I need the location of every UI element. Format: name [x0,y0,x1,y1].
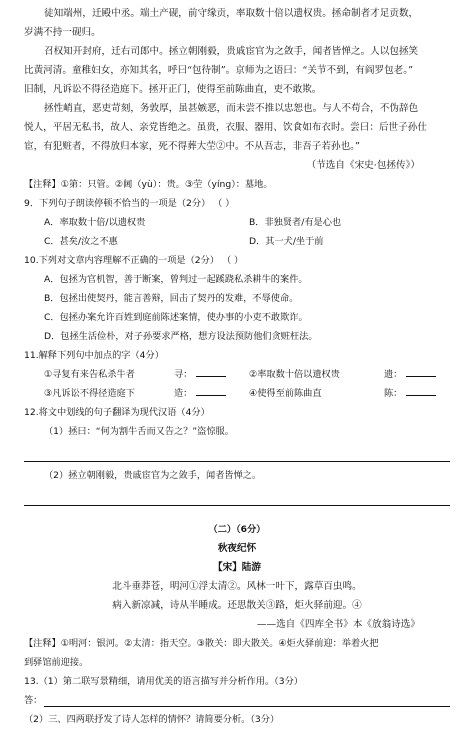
passage-para1-line1: 徒知端州，迁殿中丞。端土产砚，前守缘贡，率取数十倍以遗权贵。拯命制者才足贡数， [44,8,419,19]
passage-para1-line2: 岁满不持一砚归。 [24,27,101,38]
passage-para2-line2: 比黄河清。童稚妇女，亦知其名，呼曰“包待制”。京师为之语曰：“关节不到，有阎罗包老。” [24,65,413,76]
passage-para3-line2: 悦人，平居无私书，故人、亲党皆绝之。虽贵，衣服、器用、饮食如布衣时。尝曰：后世子孙仕 [24,122,427,133]
poem-title: 秋夜纪怀 [217,543,257,554]
poem-line-2: 病入新凉减，诗从半睡成。还思散关③路，炬火驿前迎。④ [112,600,362,611]
question-11-item4-word: 陈： [384,388,403,399]
passage-source: （节选自《宋史·包拯传》） [306,160,420,171]
question-11-row2 [24,384,450,403]
question-10-option-a[interactable]: A．包拯为官机智，善于断案，曾判过一起蹊跷私杀耕牛的案件。 [44,274,308,285]
answer-blank[interactable] [406,384,436,396]
question-12-part1: （1）拯曰：“何为割牛舌而又告之？”盗惊服。 [44,426,234,437]
answer-blank[interactable] [196,384,226,396]
question-9-options-row1 [24,213,450,232]
question-11-item1-word: 寻： [174,369,193,380]
passage-para2-line3: 旧制，凡诉讼不得径造庭下。拯开正门，使得至前陈曲直，吏不敢欺。 [24,84,322,95]
question-12-part2: （2）拯立朝刚毅，贵戚宦官为之敛手，闻者皆惮之。 [44,470,262,481]
question-9-options-row2 [24,232,450,251]
question-11-item3: ③凡诉讼不得径造庭下 [44,388,135,399]
question-9-option-c[interactable]: C．甚矣/汝之不惠 [44,236,118,247]
answer-line[interactable] [24,447,450,462]
poem-source: ——选自《四库全书》本《放翁诗选》 [256,619,420,630]
question-11-item1-answer [174,365,249,384]
question-10-option-c[interactable]: C．包拯办案允许百姓到庭前陈述案情，使办事的小吏不敢欺诈。 [44,312,308,323]
question-13-part1: 13.（1）第二联写景精细，请用优美的语言描写并分析作用。（3分） [24,676,303,687]
question-11-item1: ①寻复有来告私杀牛者 [44,369,135,380]
question-13-part2: （2）三、四两联抒发了诗人怎样的情怀？请简要分析。（3分） [24,714,280,725]
question-13-answer-row [24,691,450,710]
question-10-option-d[interactable]: D．包拯生活俭朴，对子孙要求严格，想方设法预防他们贪赃枉法。 [44,331,318,342]
poem-line-1: 北斗垂莽苍，明河①浮太清②。风林一叶下，露草百虫鸣。 [112,581,362,592]
poem-notes-line1: 【注释】①明河：银河。②太清：指天空。③散关：即大散关。④炬火驿前迎：举着火把 [24,638,379,649]
passage-para3-line3: 宦，有犯赃者，不得放归本家，死不得葬大茔②中。不从吾志，非吾子若孙也。” [24,141,360,152]
question-11-item2: ②率取数十倍以遗权贵 [249,369,340,380]
question-9-stem: 9．下列句子朗读停顿不恰当的一项是（2分） （ ） [24,198,235,209]
question-11-item2-word: 遗： [384,369,403,380]
question-11-row1 [24,365,450,384]
answer-line[interactable] [24,491,450,506]
question-11-item2-answer [384,365,436,384]
question-9-option-b[interactable]: B．非独贤者/有是心也 [249,217,342,228]
answer-label: 答： [24,695,43,706]
passage-para3-line1: 拯性峭直，恶吏苛刻，务敦厚，虽甚嫉恶，而未尝不推以忠恕也。与人不苟合，不伪辞色 [44,103,419,114]
passage-para2-line1: 召权知开封府，迁右司郎中。拯立朝刚毅，贵戚宦官为之敛手，闻者皆惮之。人以包拯笑 [44,46,419,57]
passage-notes: 【注释】①第：只管。②阃（yù）：贵。③茔（yíng）：墓地。 [24,179,273,190]
answer-line[interactable] [44,691,450,707]
question-10-stem: 10.下列对文章内容理解不正确的一项是（2分） （ ） [24,255,244,266]
answer-blank[interactable] [406,365,436,377]
section-2-heading: （二）（6分） [208,524,266,535]
question-11-stem: 11.解释下列句中加点的字（4分） [24,350,164,361]
poem-author: 【宋】陆游 [213,562,261,573]
question-9-option-d[interactable]: D．其一犬/坐于前 [249,236,324,247]
answer-blank[interactable] [196,365,226,377]
question-12-stem: 12.将文中划线的句子翻译为现代汉语（4分） [24,407,210,418]
question-11-item3-answer [174,384,249,403]
poem-notes-line2: 到驿馆前迎接。 [24,657,89,668]
question-9-option-a[interactable]: A．率取数十倍/以遗权贵 [44,217,146,228]
question-11-item3-word: 造： [174,388,193,399]
question-10-option-b[interactable]: B．包拯出使契丹，能言善辩，回击了契丹的发难，不辱使命。 [44,293,299,304]
question-11-item4-answer [384,384,436,403]
question-11-item4: ④使得至前陈曲直 [249,388,322,399]
